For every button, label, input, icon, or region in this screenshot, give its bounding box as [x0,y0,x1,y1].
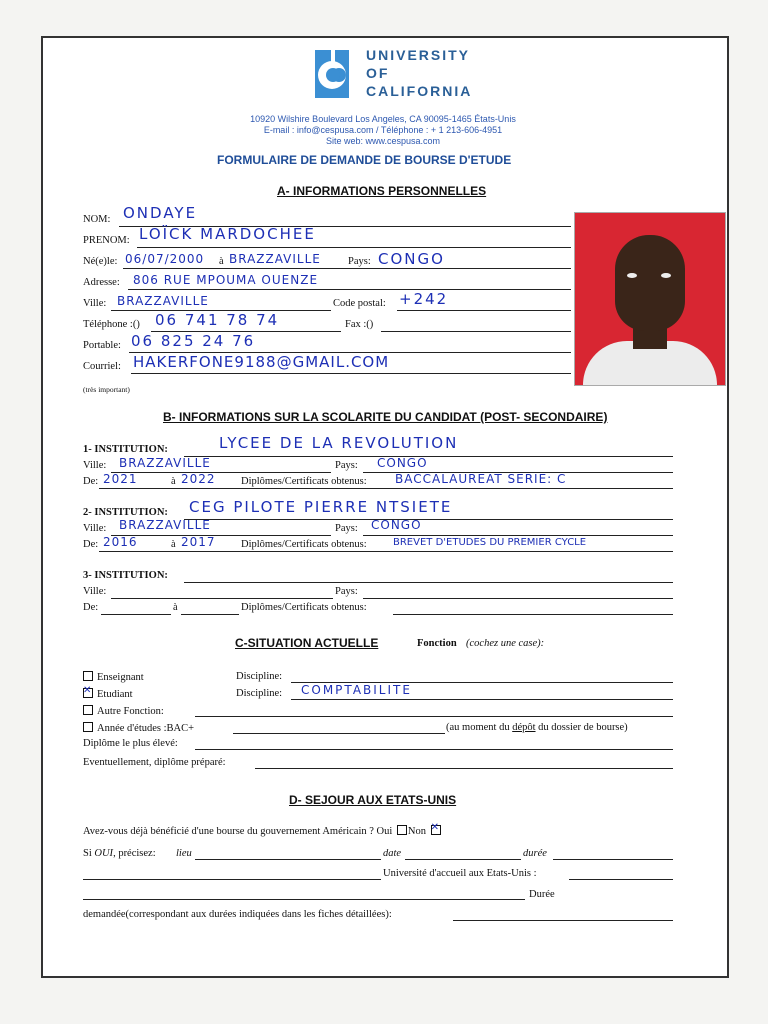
institution3-a-label: à [173,602,178,613]
institution1-field[interactable]: LYCEE DE LA REVOLUTION [219,434,459,452]
university-name-1: UNIVERSITY [366,47,471,63]
institution3-diplome-label: Diplômes/Certificats obtenus: [241,602,367,613]
institution2-de-label: De: [83,539,99,550]
institution2-diplome-field[interactable]: BREVET D'ETUDES DU PREMIER CYCLE [393,537,587,548]
university-name-2: OF [366,65,390,81]
institution1-de-label: De: [83,476,99,487]
nom-label: NOM: [83,214,111,225]
institution1-de-field[interactable]: 2021 [103,472,138,486]
code-postal-field[interactable]: +242 [399,290,449,308]
institution1-a-label: à [171,476,176,487]
bourse-question: Avez-vous déjà bénéficié d'une bourse du gouvernement Américain ? Oui Non ✕ [83,825,445,837]
nom-field[interactable]: ONDAYE [123,204,198,222]
institution2-a-field[interactable]: 2017 [181,535,216,549]
adresse-field[interactable]: 806 RUE MPOUMA OUENZE [133,273,319,287]
universite-accueil-label: Université d'accueil aux Etats-Unis : [383,868,537,879]
diplome-eleve-label: Diplôme le plus élevé: [83,738,178,749]
code-postal-label: Code postal: [333,298,386,309]
institution1-ville-field[interactable]: BRAZZAVILLE [119,456,211,470]
university-logo-icon [315,50,349,98]
institution2-ville-field[interactable]: BRAZZAVILLE [119,518,211,532]
institution2-diplome-label: Diplômes/Certificats obtenus: [241,539,367,550]
institution1-a-field[interactable]: 2022 [181,472,216,486]
form-page [41,36,729,978]
institution3-label: 3- INSTITUTION: [83,570,168,581]
courriel-field[interactable]: HAKERFONE9188@GMAIL.COM [133,353,390,371]
institution3-ville-label: Ville: [83,586,107,597]
non-checkbox[interactable] [431,825,441,835]
annee-etudes-checkbox[interactable] [83,722,93,732]
enseignant-checkbox[interactable] [83,671,93,681]
lieu-label: lieu [176,848,192,859]
institution1-diplome-label: Diplômes/Certificats obtenus: [241,476,367,487]
institution2-ville-label: Ville: [83,523,107,534]
institution2-label: 2- INSTITUTION: [83,507,168,518]
institution1-pays-field[interactable]: CONGO [377,456,428,470]
form-title: FORMULAIRE DE DEMANDE DE BOURSE D'ETUDE [217,153,512,167]
portable-label: Portable: [83,340,121,351]
fonction-label: Fonction [417,638,457,649]
portable-field[interactable]: 06 825 24 76 [131,332,256,350]
duree-demandee-label: demandée(correspondant aux durées indiquées dans les fiches détaillées): [83,909,392,920]
annee-etudes-option[interactable]: Année d'études :BAC+ [83,722,194,734]
discipline1-label: Discipline: [236,671,283,682]
prenom-label: PRENOM: [83,235,130,246]
institution1-diplome-field[interactable]: BACCALAUREAT SERIE: C [395,472,567,486]
fax-label: Fax :() [345,319,374,330]
institution3-de-label: De: [83,602,99,613]
autre-fonction-option[interactable]: Autre Fonction: [83,705,164,717]
prenom-field[interactable]: LOÏCK MARDOCHEE [139,225,316,243]
autre-fonction-checkbox[interactable] [83,705,93,715]
institution2-de-field[interactable]: 2016 [103,535,138,549]
ville-label: Ville: [83,298,107,309]
pays-label: Pays: [348,256,371,267]
adresse-label: Adresse: [83,277,120,288]
website-line: Site web: www.cespusa.com [325,136,441,146]
diplome-prepare-label: Eventuellement, diplôme préparé: [83,757,226,768]
institution1-label: 1- INSTITUTION: [83,444,168,455]
si-oui-label: Si OUI, précisez: [83,848,156,859]
date-label: date [383,848,402,859]
discipline2-label: Discipline: [236,688,283,699]
address-line: 10920 Wilshire Boulevard Los Angeles, CA 90095-1465 États-Unis [250,114,516,124]
duree2-label: Durée [529,889,555,900]
institution2-pays-label: Pays: [335,523,358,534]
telephone-field[interactable]: 06 741 78 74 [155,311,280,329]
discipline-field[interactable]: COMPTABILITE [301,683,412,697]
a-label: à [219,256,224,267]
institution3-pays-label: Pays: [335,586,358,597]
institution1-ville-label: Ville: [83,460,107,471]
duree-label: durée [523,848,547,859]
university-name-3: CALIFORNIA [366,83,473,99]
section-b-title: B- INFORMATIONS SUR LA SCOLARITE DU CANDIDAT (POST- SECONDAIRE) [163,410,608,424]
institution2-field[interactable]: CEG PILOTE PIERRE NTSIETE [189,498,453,516]
institution2-a-label: à [171,539,176,550]
contact-line: E-mail : info@cespusa.com / Téléphone : + 1 213-606-4951 [263,125,503,135]
institution2-pays-field[interactable]: CONGO [371,518,422,532]
lieu-naissance-field[interactable]: BRAZZAVILLE [229,252,321,266]
telephone-label: Téléphone :() [83,319,140,330]
annee-note: (au moment du dépôt du dossier de bourse) [446,722,628,733]
date-naissance-field[interactable]: 06/07/2000 [125,252,205,266]
section-c-title: C-SITUATION ACTUELLE [235,636,379,650]
section-d-title: D- SEJOUR AUX ETATS-UNIS [289,793,457,807]
pays-field[interactable]: CONGO [378,250,445,268]
important-note: (très important) [83,385,130,394]
courriel-label: Courriel: [83,361,121,372]
fonction-hint: (cochez une case): [466,638,545,649]
candidate-photo [574,212,726,386]
institution1-pays-label: Pays: [335,460,358,471]
enseignant-option[interactable]: Enseignant [83,671,144,683]
etudiant-checkbox[interactable] [83,688,93,698]
naissance-label: Né(e)le: [83,256,118,267]
ville-field[interactable]: BRAZZAVILLE [117,294,209,308]
etudiant-option[interactable]: ✕Etudiant [83,688,133,700]
section-a-title: A- INFORMATIONS PERSONNELLES [277,184,487,198]
oui-checkbox[interactable] [397,825,407,835]
